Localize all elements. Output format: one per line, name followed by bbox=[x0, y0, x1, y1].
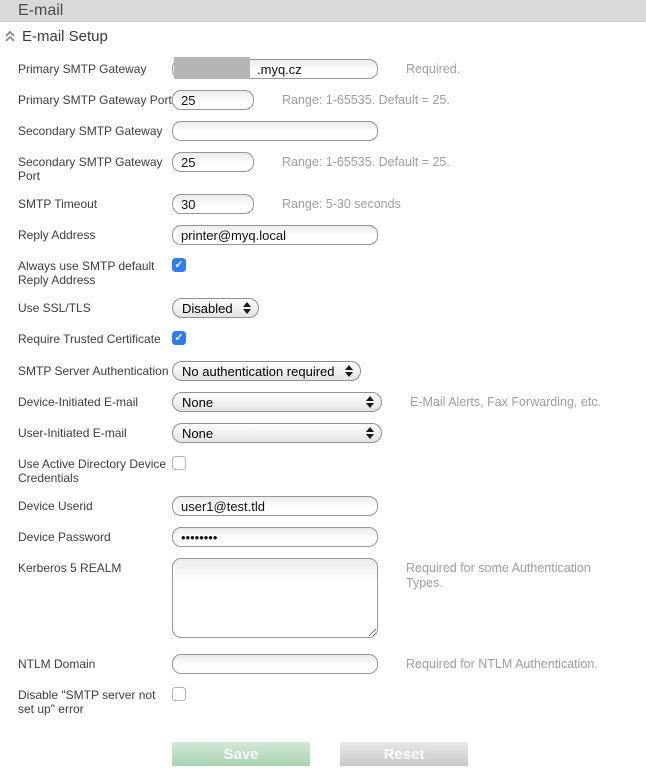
secondary-smtp-gateway-port-helper: Range: 1-65535. Default = 25. bbox=[282, 155, 450, 169]
smtp-server-authentication-selected-value: No authentication required bbox=[182, 363, 335, 379]
require-trusted-certificate-checkbox[interactable] bbox=[172, 331, 186, 345]
disable-smtp-error-checkbox[interactable] bbox=[172, 687, 186, 701]
primary-smtp-gateway-label: Primary SMTP Gateway bbox=[18, 62, 147, 76]
row-kerberos-realm bbox=[0, 558, 646, 643]
use-ssl-tls-select[interactable] bbox=[172, 298, 259, 318]
reset-button[interactable]: Reset bbox=[340, 742, 468, 766]
kerberos-realm-helper: Required for some Authentication Types. bbox=[406, 561, 591, 590]
smtp-timeout-helper: Range: 5-30 seconds bbox=[282, 197, 401, 211]
row-device-password bbox=[0, 527, 646, 547]
device-password-label: Device Password bbox=[18, 530, 111, 544]
device-password-input[interactable] bbox=[172, 527, 378, 547]
row-always-use-default-reply bbox=[0, 256, 646, 287]
device-userid-label: Device Userid bbox=[18, 499, 93, 513]
primary-smtp-gateway-helper: Required. bbox=[406, 62, 461, 76]
secondary-smtp-gateway-port-input[interactable] bbox=[172, 152, 254, 172]
row-device-userid bbox=[0, 496, 646, 516]
page-title: E-mail bbox=[18, 1, 64, 19]
redaction-overlay bbox=[174, 57, 250, 79]
row-require-trusted-certificate bbox=[0, 329, 646, 350]
smtp-timeout-input[interactable] bbox=[172, 194, 254, 214]
primary-smtp-gateway-port-label: Primary SMTP Gateway Port bbox=[18, 93, 172, 107]
select-arrows-icon bbox=[366, 427, 374, 439]
secondary-smtp-gateway-port-label: Secondary SMTP Gateway Port bbox=[18, 155, 163, 183]
kerberos-realm-textarea[interactable] bbox=[172, 558, 378, 638]
use-active-directory-credentials-label: Use Active Directory Device Credentials bbox=[18, 457, 167, 485]
row-use-ssl-tls bbox=[0, 298, 646, 318]
row-ntlm-domain bbox=[0, 654, 646, 674]
smtp-server-authentication-label: SMTP Server Authentication bbox=[18, 364, 169, 378]
primary-smtp-gateway-port-input[interactable] bbox=[172, 90, 254, 110]
ntlm-domain-helper: Required for NTLM Authentication. bbox=[406, 657, 598, 671]
select-arrows-icon bbox=[366, 396, 374, 408]
reply-address-input[interactable] bbox=[172, 225, 378, 245]
page-titlebar bbox=[0, 0, 646, 22]
row-smtp-server-authentication bbox=[0, 361, 646, 381]
require-trusted-certificate-label: Require Trusted Certificate bbox=[18, 332, 161, 346]
smtp-server-authentication-select[interactable] bbox=[172, 361, 361, 381]
row-use-active-directory-credentials bbox=[0, 454, 646, 485]
collapse-section-icon[interactable] bbox=[4, 30, 16, 43]
smtp-timeout-label: SMTP Timeout bbox=[18, 197, 98, 211]
device-initiated-email-select[interactable] bbox=[172, 392, 382, 412]
email-setup-form bbox=[0, 47, 646, 766]
select-arrows-icon bbox=[345, 365, 353, 377]
secondary-smtp-gateway-label: Secondary SMTP Gateway bbox=[18, 124, 163, 138]
save-button[interactable]: Save bbox=[172, 742, 310, 766]
row-smtp-timeout bbox=[0, 194, 646, 214]
secondary-smtp-gateway-input[interactable] bbox=[172, 121, 378, 141]
always-use-default-reply-label: Always use SMTP default Reply Address bbox=[18, 259, 155, 287]
kerberos-realm-label: Kerberos 5 REALM bbox=[18, 561, 122, 575]
row-device-initiated-email bbox=[0, 392, 646, 412]
row-disable-smtp-error bbox=[0, 685, 646, 716]
device-initiated-email-helper: E-Mail Alerts, Fax Forwarding, etc. bbox=[410, 395, 602, 409]
disable-smtp-error-label: Disable "SMTP server not set up" error bbox=[18, 688, 156, 716]
user-initiated-email-label: User-Initiated E-mail bbox=[18, 426, 127, 440]
device-initiated-email-selected-value: None bbox=[182, 394, 214, 410]
user-initiated-email-selected-value: None bbox=[182, 425, 214, 441]
row-secondary-smtp-gateway-port bbox=[0, 152, 646, 183]
use-active-directory-credentials-checkbox[interactable] bbox=[172, 456, 186, 470]
row-secondary-smtp-gateway bbox=[0, 121, 646, 141]
select-arrows-icon bbox=[243, 302, 251, 314]
row-primary-smtp-gateway bbox=[0, 59, 646, 79]
section-title: E-mail Setup bbox=[22, 28, 108, 45]
reply-address-label: Reply Address bbox=[18, 228, 96, 242]
use-ssl-tls-selected-value: Disabled bbox=[182, 300, 233, 316]
ntlm-domain-input[interactable] bbox=[172, 654, 378, 674]
use-ssl-tls-label: Use SSL/TLS bbox=[18, 301, 91, 315]
device-userid-input[interactable] bbox=[172, 496, 378, 516]
ntlm-domain-label: NTLM Domain bbox=[18, 657, 96, 671]
primary-smtp-gateway-port-helper: Range: 1-65535. Default = 25. bbox=[282, 93, 450, 107]
section-header[interactable] bbox=[0, 22, 646, 47]
row-user-initiated-email bbox=[0, 423, 646, 443]
device-initiated-email-label: Device-Initiated E-mail bbox=[18, 395, 139, 409]
user-initiated-email-select[interactable] bbox=[172, 423, 382, 443]
always-use-default-reply-checkbox[interactable] bbox=[172, 258, 186, 272]
row-reply-address bbox=[0, 225, 646, 245]
form-actions bbox=[172, 742, 646, 766]
row-primary-smtp-gateway-port bbox=[0, 90, 646, 110]
